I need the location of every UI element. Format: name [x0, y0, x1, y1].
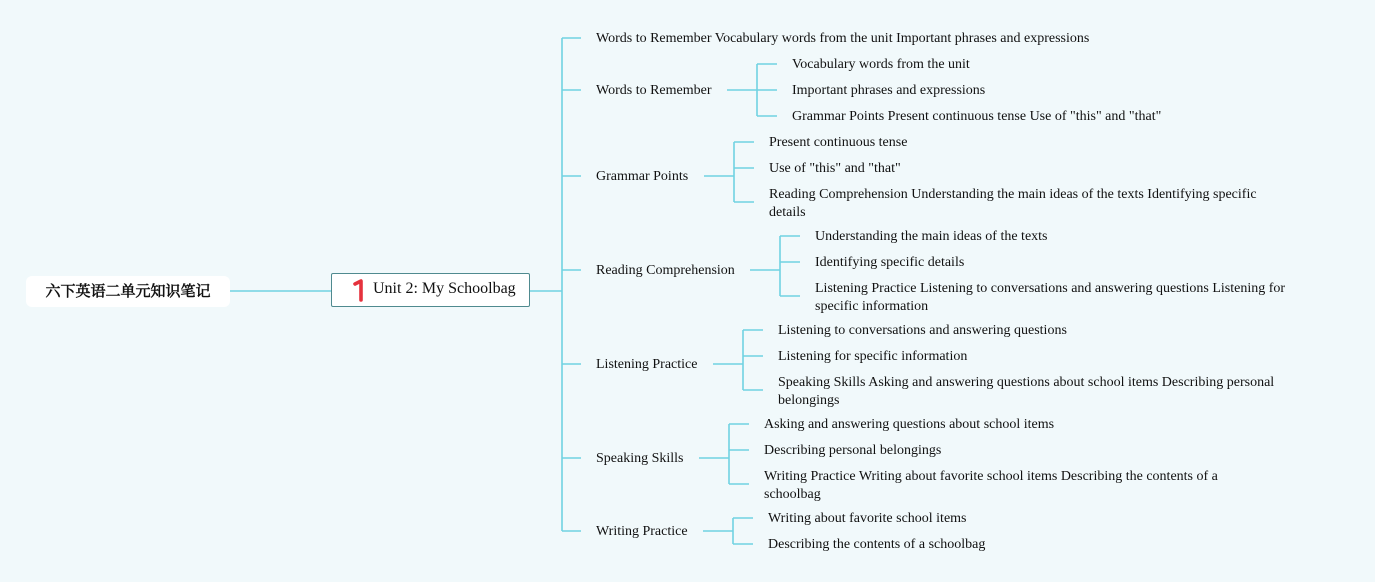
leaf-node[interactable]: Listening to conversations and answering questions: [778, 323, 1067, 338]
leaf-node[interactable]: Describing the contents of a schoolbag: [768, 537, 986, 552]
central-topic[interactable]: [331, 273, 530, 307]
leaf-node[interactable]: Present continuous tense: [769, 135, 908, 150]
branch-node[interactable]: Reading Comprehension: [596, 263, 735, 278]
root-topic[interactable]: 六下英语二单元知识笔记: [26, 276, 230, 307]
leaf-node[interactable]: Speaking Skills Asking and answering questions about school items Describing personal belongings: [778, 375, 1275, 408]
leaf-node[interactable]: Grammar Points Present continuous tense Use of "this" and "that": [792, 109, 1162, 124]
leaf-node[interactable]: Listening Practice Listening to conversations and answering questions Listening for specific information: [815, 281, 1286, 314]
leaf-node[interactable]: Important phrases and expressions: [792, 83, 986, 98]
leaf-node[interactable]: Listening for specific information: [778, 349, 968, 364]
branch-node[interactable]: Listening Practice: [596, 357, 698, 372]
leaf-node[interactable]: Vocabulary words from the unit: [792, 57, 970, 72]
branch-node[interactable]: Speaking Skills: [596, 451, 684, 466]
leaf-node[interactable]: Use of "this" and "that": [769, 161, 901, 176]
branch-node[interactable]: Words to Remember: [596, 83, 712, 98]
number-one-icon: [352, 279, 366, 303]
leaf-node[interactable]: Understanding the main ideas of the texts: [815, 229, 1048, 244]
central-topic-label: Unit 2: My Schoolbag: [373, 280, 516, 297]
branch-node[interactable]: Words to Remember Vocabulary words from the unit Important phrases and expressions: [596, 31, 1090, 46]
leaf-node[interactable]: Reading Comprehension Understanding the main ideas of the texts Identifying specific details: [769, 187, 1257, 220]
branch-node[interactable]: Writing Practice: [596, 524, 688, 539]
leaf-node[interactable]: Identifying specific details: [815, 255, 965, 270]
leaf-node[interactable]: Asking and answering questions about school items: [764, 417, 1055, 432]
leaf-node[interactable]: Writing about favorite school items: [768, 511, 967, 526]
leaf-node[interactable]: Writing Practice Writing about favorite school items Describing the contents of a schoolbag: [764, 469, 1218, 502]
leaf-node[interactable]: Describing personal belongings: [764, 443, 942, 458]
branch-node[interactable]: Grammar Points: [596, 169, 689, 184]
